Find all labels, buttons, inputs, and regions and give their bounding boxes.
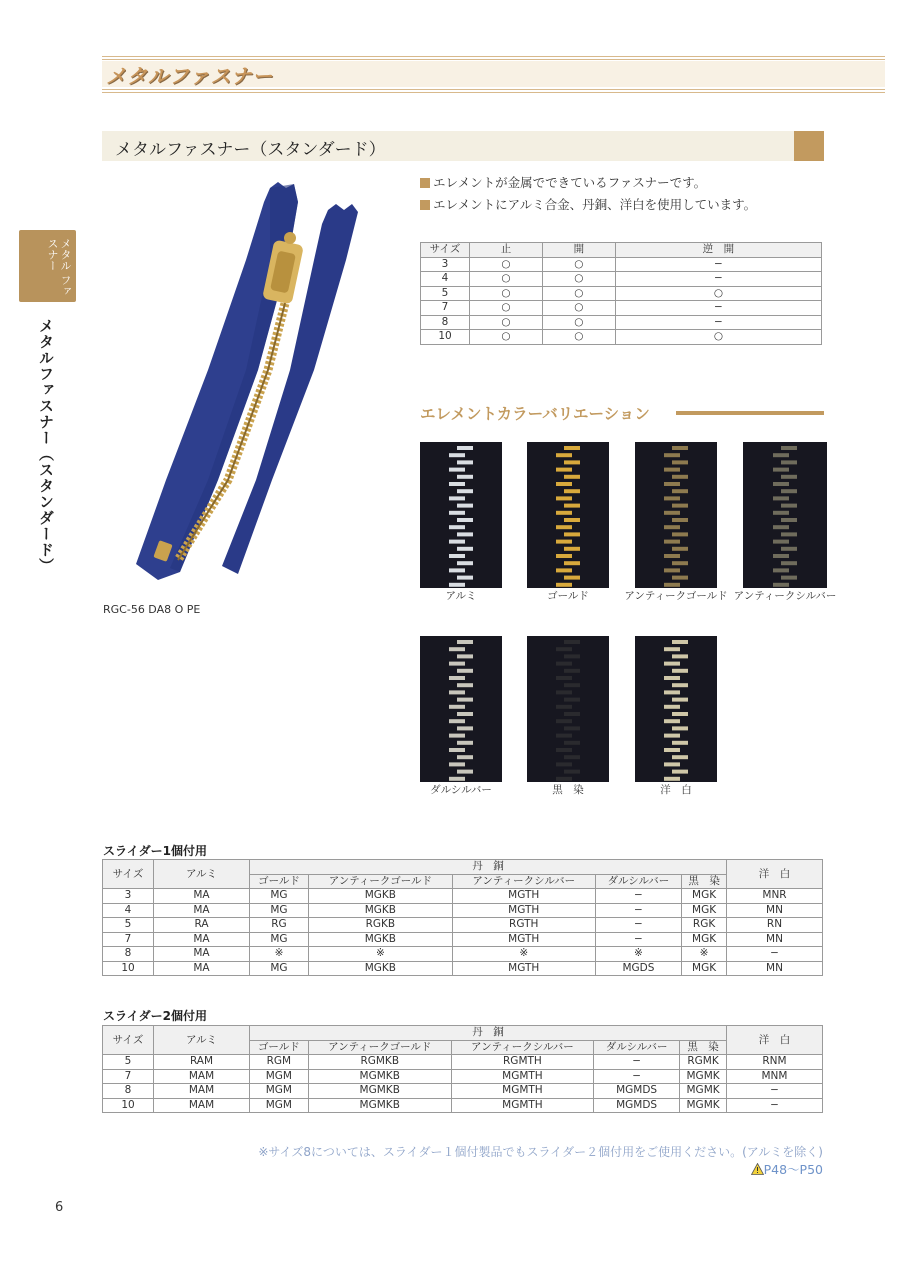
size-table-cell: ○ xyxy=(470,330,543,345)
table-cell: − xyxy=(595,889,681,904)
element-color-swatch xyxy=(527,442,609,588)
tandou-subheader: アンティークゴールド xyxy=(308,874,452,889)
table-cell: RGK xyxy=(682,918,727,933)
tandou-header: 丹 銅 xyxy=(250,1026,727,1041)
page-title: メタルファスナー xyxy=(106,64,274,88)
table-row xyxy=(103,947,823,962)
slider2-table xyxy=(102,1025,823,1113)
table-row xyxy=(103,918,823,933)
tandou-subheader: ダルシルバー xyxy=(594,1040,680,1055)
page-reference-text: P48〜P50 xyxy=(763,1162,823,1177)
table-cell: MGM xyxy=(250,1098,309,1113)
alumi-header: アルミ xyxy=(154,1026,250,1055)
table-row xyxy=(103,932,823,947)
size-table-cell: − xyxy=(615,272,821,287)
table-cell: MA xyxy=(154,932,250,947)
size-table-row xyxy=(421,286,822,301)
hiraki-header: 開 xyxy=(542,243,615,258)
section-header-square xyxy=(794,131,824,161)
table-row xyxy=(103,1055,823,1070)
swatch-label: アンティークゴールド xyxy=(624,590,728,602)
zipper-caption: RGC-56 DA8 O PE xyxy=(103,603,201,616)
table-cell: − xyxy=(727,1084,823,1099)
table-cell: 3 xyxy=(103,889,154,904)
table-cell: − xyxy=(595,932,681,947)
table-cell: MG xyxy=(250,903,309,918)
size-table-cell: ○ xyxy=(615,330,821,345)
element-color-swatch xyxy=(635,442,717,588)
table-cell: RG xyxy=(250,918,309,933)
size-header: サイズ xyxy=(103,1026,154,1055)
table-cell: 10 xyxy=(103,961,154,976)
size-table-cell: ○ xyxy=(542,315,615,330)
size-table-cell: ○ xyxy=(470,315,543,330)
footnote: ※サイズ8については、スライダー１個付製品でもスライダー２個付用をご使用ください。(アルミを除く) xyxy=(258,1145,823,1159)
table-row xyxy=(103,903,823,918)
swatch-label: アンティークシルバー xyxy=(733,590,837,602)
table-cell: ※ xyxy=(308,947,452,962)
table-cell: − xyxy=(727,1098,823,1113)
table-cell: MGK xyxy=(682,903,727,918)
swatch-label: 洋 白 xyxy=(660,784,692,796)
side-tab-label: メタル ファスナー xyxy=(46,238,72,297)
size-table-row xyxy=(421,272,822,287)
size-table-cell: − xyxy=(615,257,821,272)
table-cell: RGMK xyxy=(680,1055,727,1070)
alumi-header: アルミ xyxy=(154,860,250,889)
table-cell: RA xyxy=(154,918,250,933)
side-vertical-title: メタルファスナー（スタンダード） xyxy=(37,318,55,574)
tandou-subheader: 黒 染 xyxy=(682,874,727,889)
table-cell: ※ xyxy=(452,947,595,962)
size-table-cell: 4 xyxy=(421,272,470,287)
table-cell: MA xyxy=(154,889,250,904)
size-table-cell: 3 xyxy=(421,257,470,272)
table-cell: ※ xyxy=(595,947,681,962)
element-color-swatch xyxy=(527,636,609,782)
table-cell: MG xyxy=(250,889,309,904)
table-cell: MGMK xyxy=(680,1069,727,1084)
size-table-cell: ○ xyxy=(542,301,615,316)
table-cell: MGMTH xyxy=(451,1084,593,1099)
table-cell: ※ xyxy=(250,947,309,962)
table-cell: MA xyxy=(154,903,250,918)
table-cell: RGKB xyxy=(308,918,452,933)
table-cell: MGMTH xyxy=(451,1069,593,1084)
page-reference[interactable] xyxy=(751,1160,823,1178)
bullet-square-icon xyxy=(420,200,430,210)
table-cell: MAM xyxy=(154,1098,250,1113)
slider1-title: スライダー1個付用 xyxy=(103,844,207,858)
size-table-cell: ○ xyxy=(542,286,615,301)
header-rule-bottom xyxy=(102,89,885,90)
color-variation-title: エレメントカラーバリエーション xyxy=(420,405,650,423)
table-cell: MGM xyxy=(250,1084,309,1099)
tandou-subheader: ゴールド xyxy=(250,1040,309,1055)
table-cell: MG xyxy=(250,961,309,976)
table-cell: MGMTH xyxy=(451,1098,593,1113)
table-cell: MGKB xyxy=(308,889,452,904)
table-cell: MGMK xyxy=(680,1084,727,1099)
table-cell: MNM xyxy=(727,1069,823,1084)
tandou-subheader: アンティークシルバー xyxy=(452,874,595,889)
zipper-teeth-image xyxy=(420,636,502,782)
table-cell: MAM xyxy=(154,1069,250,1084)
bullet-2-text: エレメントにアルミ合金、丹銅、洋白を使用しています。 xyxy=(433,197,757,212)
table-cell: MGM xyxy=(250,1069,309,1084)
table-cell: − xyxy=(594,1069,680,1084)
table-cell: MN xyxy=(727,932,823,947)
youhaku-header: 洋 白 xyxy=(727,860,823,889)
youhaku-header: 洋 白 xyxy=(727,1026,823,1055)
bullet-1-text: エレメントが金属でできているファスナーです。 xyxy=(433,175,707,190)
element-color-swatch xyxy=(743,442,827,588)
table-cell: RNM xyxy=(727,1055,823,1070)
size-table-cell: ○ xyxy=(470,272,543,287)
table-cell: MGKB xyxy=(308,961,452,976)
table-cell: 8 xyxy=(103,1084,154,1099)
element-color-swatch xyxy=(420,636,502,782)
header-rule-top xyxy=(102,56,885,57)
table-cell: − xyxy=(595,903,681,918)
zipper-teeth-image xyxy=(635,636,717,782)
table-cell: ※ xyxy=(682,947,727,962)
table-cell: 4 xyxy=(103,903,154,918)
size-table-row xyxy=(421,315,822,330)
table-cell: MA xyxy=(154,947,250,962)
size-table-row xyxy=(421,257,822,272)
table-cell: MGK xyxy=(682,889,727,904)
tome-header: 止 xyxy=(470,243,543,258)
table-header-row xyxy=(103,860,823,875)
tandou-subheader: アンティークゴールド xyxy=(308,1040,451,1055)
section-title: メタルファスナー（スタンダード） xyxy=(115,140,386,160)
table-cell: − xyxy=(727,947,823,962)
size-table-cell: 8 xyxy=(421,315,470,330)
table-header-row xyxy=(103,1026,823,1041)
swatch-label: アルミ xyxy=(445,590,477,602)
size-header: サイズ xyxy=(421,243,470,258)
table-cell: MN xyxy=(727,903,823,918)
size-table-cell: 7 xyxy=(421,301,470,316)
bullet-2 xyxy=(420,195,756,213)
table-cell: RGMKB xyxy=(308,1055,451,1070)
size-table-row xyxy=(421,301,822,316)
table-cell: MGMKB xyxy=(308,1069,451,1084)
table-cell: MGKB xyxy=(308,932,452,947)
zipper-teeth-image xyxy=(527,442,609,588)
table-cell: MGMKB xyxy=(308,1098,451,1113)
table-cell: MGTH xyxy=(452,889,595,904)
size-header: サイズ xyxy=(103,860,154,889)
table-cell: MGK xyxy=(682,961,727,976)
table-cell: MGK xyxy=(682,932,727,947)
size-table-cell: ○ xyxy=(615,286,821,301)
table-cell: 8 xyxy=(103,947,154,962)
size-table-cell: 5 xyxy=(421,286,470,301)
table-cell: RAM xyxy=(154,1055,250,1070)
color-variation-rule xyxy=(676,411,824,415)
table-row xyxy=(103,1084,823,1099)
table-cell: RGTH xyxy=(452,918,595,933)
table-cell: − xyxy=(595,918,681,933)
swatch-label: 黒 染 xyxy=(552,784,584,796)
tandou-header: 丹 銅 xyxy=(250,860,727,875)
tandou-subheader: 黒 染 xyxy=(680,1040,727,1055)
table-cell: MNR xyxy=(727,889,823,904)
table-cell: MG xyxy=(250,932,309,947)
bullet-square-icon xyxy=(420,178,430,188)
table-cell: 5 xyxy=(103,1055,154,1070)
table-cell: MGTH xyxy=(452,961,595,976)
tandou-subheader: アンティークシルバー xyxy=(451,1040,593,1055)
warning-icon xyxy=(751,1163,764,1175)
size-table-cell: ○ xyxy=(542,272,615,287)
table-cell: MGDS xyxy=(595,961,681,976)
table-cell: MAM xyxy=(154,1084,250,1099)
table-cell: − xyxy=(594,1055,680,1070)
table-cell: RGM xyxy=(250,1055,309,1070)
slider1-table xyxy=(102,859,823,976)
table-cell: MGTH xyxy=(452,932,595,947)
slider2-title: スライダー2個付用 xyxy=(103,1009,207,1023)
size-table-cell: − xyxy=(615,301,821,316)
zipper-teeth-image xyxy=(743,442,827,588)
gyakubiraki-header: 逆 開 xyxy=(615,243,821,258)
table-cell: MGMDS xyxy=(594,1084,680,1099)
table-cell: MN xyxy=(727,961,823,976)
table-cell: 10 xyxy=(103,1098,154,1113)
size-table-cell: ○ xyxy=(542,330,615,345)
table-cell: 5 xyxy=(103,918,154,933)
size-table-row xyxy=(421,330,822,345)
swatch-label: ゴールド xyxy=(547,590,589,602)
table-cell: MGMKB xyxy=(308,1084,451,1099)
table-cell: MGKB xyxy=(308,903,452,918)
table-row xyxy=(103,1069,823,1084)
size-table-cell: ○ xyxy=(470,301,543,316)
table-cell: RGMTH xyxy=(451,1055,593,1070)
size-table-header xyxy=(421,243,822,258)
size-table-cell: ○ xyxy=(542,257,615,272)
table-cell: 7 xyxy=(103,932,154,947)
size-table-cell: 10 xyxy=(421,330,470,345)
table-row xyxy=(103,889,823,904)
size-table-cell: − xyxy=(615,315,821,330)
zipper-image xyxy=(118,180,368,590)
table-cell: MGTH xyxy=(452,903,595,918)
zipper-teeth-image xyxy=(420,442,502,588)
size-table-cell: ○ xyxy=(470,286,543,301)
table-cell: MGMK xyxy=(680,1098,727,1113)
table-cell: MA xyxy=(154,961,250,976)
element-color-swatch xyxy=(420,442,502,588)
zipper-teeth-image xyxy=(527,636,609,782)
header-rule-bottom-2 xyxy=(102,92,885,93)
zipper-teeth-image xyxy=(635,442,717,588)
page-number: 6 xyxy=(55,1200,64,1215)
element-color-swatch xyxy=(635,636,717,782)
size-table xyxy=(420,242,822,345)
swatch-label: ダルシルバー xyxy=(430,784,492,796)
bullet-1 xyxy=(420,173,706,191)
table-cell: 7 xyxy=(103,1069,154,1084)
table-cell: MGMDS xyxy=(594,1098,680,1113)
tandou-subheader: ゴールド xyxy=(250,874,309,889)
tandou-subheader: ダルシルバー xyxy=(595,874,681,889)
table-row xyxy=(103,1098,823,1113)
table-cell: RN xyxy=(727,918,823,933)
size-table-cell: ○ xyxy=(470,257,543,272)
table-row xyxy=(103,961,823,976)
